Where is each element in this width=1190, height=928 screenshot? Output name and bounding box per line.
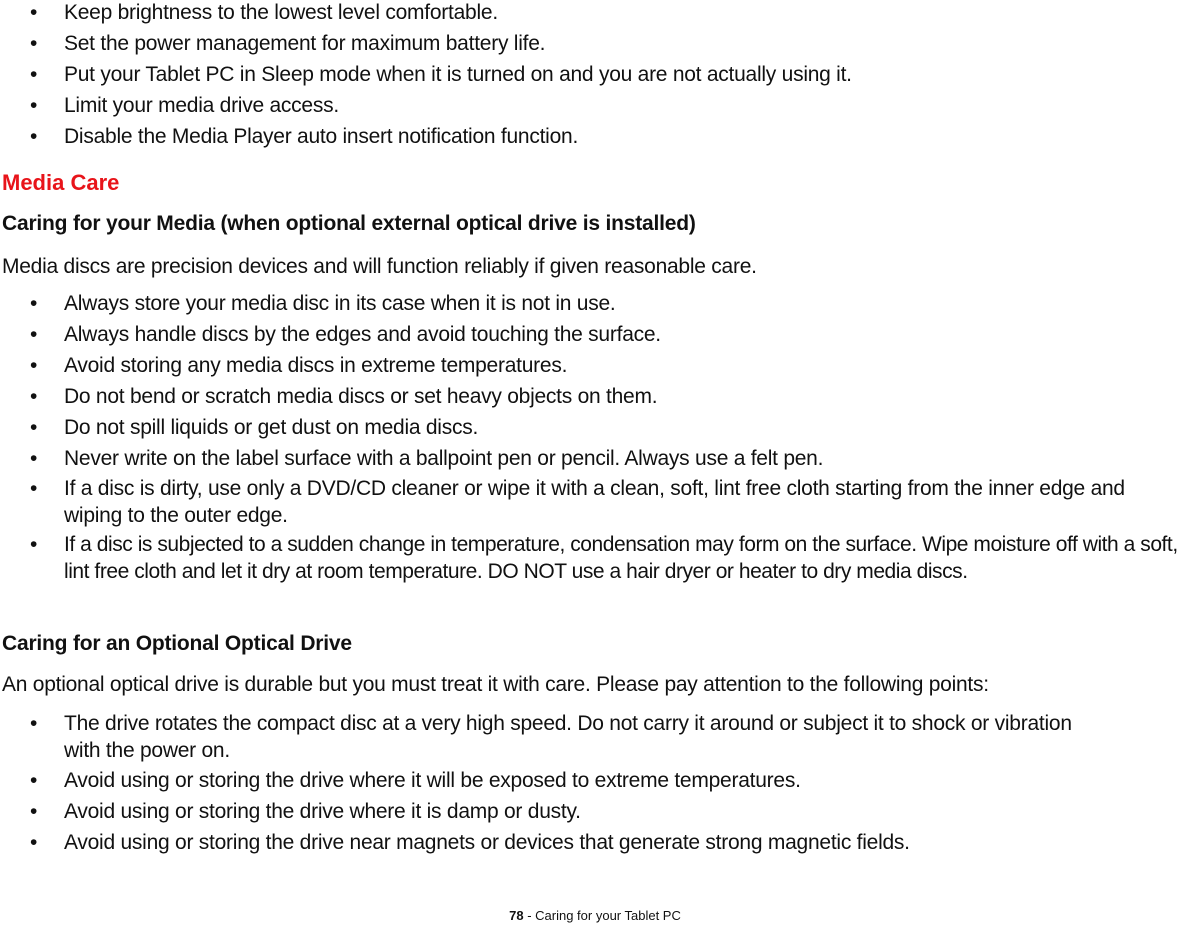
media-heading: Caring for your Media (when optional external optical drive is installed) [2,212,696,235]
list-item: • Set the power management for maximum battery life. [0,29,1190,58]
list-item: • Avoid using or storing the drive where it will be exposed to extreme temperatures. [0,766,1100,795]
list-item: • Always handle discs by the edges and avoid touching the surface. [0,320,1190,349]
list-item: • Avoid storing any media discs in extreme temperatures. [0,351,1190,380]
list-item: • Keep brightness to the lowest level comfortable. [0,0,1190,27]
drive-heading: Caring for an Optional Optical Drive [2,632,352,655]
list-item: • Never write on the label surface with a ballpoint pen or pencil. Always use a felt pen. [0,444,1190,473]
list-item: • Put your Tablet PC in Sleep mode when it is turned on and you are not actually using it. [0,60,1190,89]
page-footer [0,908,1190,923]
list-item: • Do not spill liquids or get dust on media discs. [0,413,1190,442]
list-item: • Avoid using or storing the drive where it is damp or dusty. [0,797,1100,826]
list-item: • Limit your media drive access. [0,91,1190,120]
list-item: • Avoid using or storing the drive near magnets or devices that generate strong magnetic fields. [0,828,1100,857]
list-item: • Disable the Media Player auto insert notification function. [0,122,1190,151]
list-item: • Do not bend or scratch media discs or set heavy objects on them. [0,382,1190,411]
list-item: • Always store your media disc in its case when it is not in use. [0,289,1190,318]
power-tips-list [0,0,1190,153]
list-item: • If a disc is dirty, use only a DVD/CD cleaner or wipe it with a clean, soft, lint free cloth starting from the inner edge and wiping to the outer edge. [0,475,1190,529]
media-care-list [0,289,1190,587]
list-item: • If a disc is subjected to a sudden change in temperature, condensation may form on the surface. Wipe moisture off with a soft, lint free cloth and let it dry at room temperature. DO NOT use a hair dryer or heater to dry media discs. [0,531,1190,585]
section-title: Media Care [2,170,120,195]
page-number: 78 [509,908,524,923]
list-item: • The drive rotates the compact disc at a very high speed. Do not carry it around or subject it to shock or vibration with the power on. [0,710,1100,764]
drive-intro: An optional optical drive is durable but you must treat it with care. Please pay attention to the following points: [2,673,989,696]
drive-care-list [0,710,1100,859]
footer-title: - Caring for your Tablet PC [523,908,681,923]
media-intro: Media discs are precision devices and will function reliably if given reasonable care. [2,255,757,278]
